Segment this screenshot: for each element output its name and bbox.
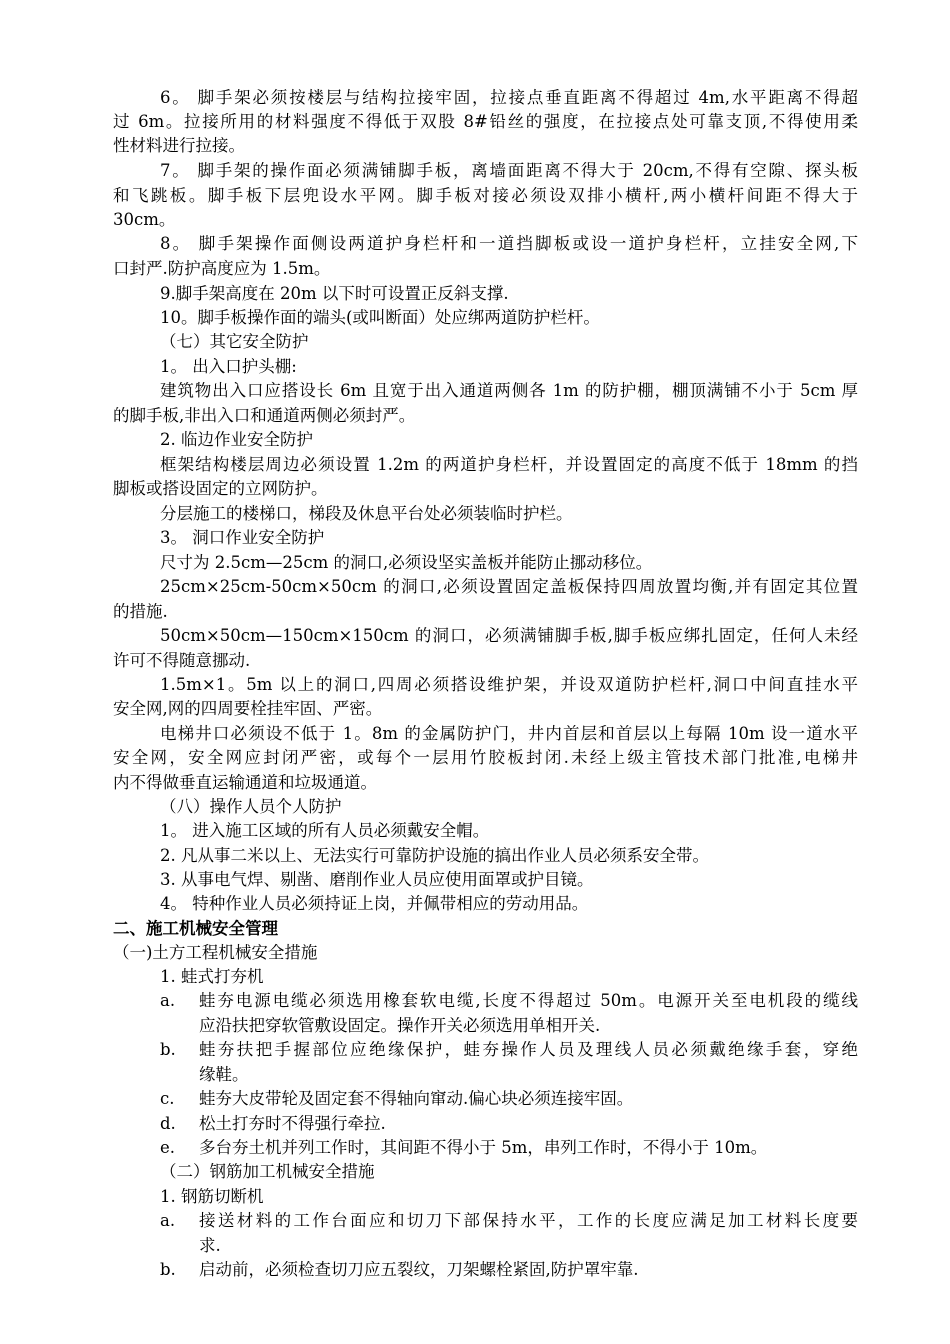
text-line: 分层施工的楼梯口，梯段及休息平台处必须装临时护栏。: [160, 504, 573, 523]
text-line: 1。 进入施工区域的所有人员必须戴安全帽。: [160, 821, 490, 840]
text-line: 内不得做垂直运输通道和垃圾通道。: [113, 773, 377, 792]
text-line: 6。 脚手架必须按楼层与结构拉接牢固，拉接点垂直距离不得超过 4m,水平距离不得超: [160, 88, 858, 107]
text-line: 的措施.: [113, 602, 168, 621]
text-line: 建筑物出入口应搭设长 6m 且宽于出入通道两侧各 1m 的防护棚，棚顶满铺不小于 5cm 厚: [160, 381, 858, 400]
text-line: 尺寸为 2.5cm—25cm 的洞口,必须设坚实盖板并能防止挪动移位。: [160, 553, 653, 572]
list-item-label: d.: [160, 1114, 176, 1133]
text-line: 和飞跳板。脚手板下层兜设水平网。脚手板对接必须设双排小横杆,两小横杆间距不得大于: [113, 186, 858, 205]
text-line: 1.5m×1。5m 以上的洞口,四周必须搭设维护架，并设双道防护栏杆,洞口中间直挂水平: [160, 675, 858, 694]
text-line: 的脚手板,非出入口和通道两侧必须封严。: [113, 406, 416, 425]
text-line: 脚板或搭设固定的立网防护。: [113, 479, 328, 498]
text-line: 多台夯土机并列工作时，其间距不得小于 5m，串列工作时，不得小于 10m。: [199, 1138, 768, 1157]
list-item-label: a.: [160, 1211, 176, 1230]
text-line: （一)土方工程机械安全措施: [113, 943, 318, 962]
text-line: 求.: [199, 1236, 221, 1255]
text-line: 接送材料的工作台面应和切刀下部保持水平，工作的长度应满足加工材料长度要: [199, 1211, 858, 1230]
text-line: （二）钢筋加工机械安全措施: [160, 1162, 375, 1181]
text-line: （七）其它安全防护: [160, 332, 309, 351]
text-line: 25cm×25cm-50cm×50cm 的洞口,必须设置固定盖板保持四周放置均衡,并有固定其位置: [160, 577, 858, 596]
text-line: 50cm×50cm—150cm×150cm 的洞口，必须满铺脚手板,脚手板应绑扎固定，任何人未经: [160, 626, 858, 645]
list-item-label: c.: [160, 1089, 175, 1108]
list-item-label: b.: [160, 1040, 176, 1059]
text-line: 4。 特种作业人员必须持证上岗，并佩带相应的劳动用品。: [160, 894, 589, 913]
list-item-label: b.: [160, 1260, 176, 1279]
text-line: 缘鞋。: [199, 1065, 249, 1084]
text-line: 2. 临边作业安全防护: [160, 430, 313, 449]
text-line: 3。 洞口作业安全防护: [160, 528, 325, 547]
text-line: 松土打夯时不得强行牵拉.: [199, 1114, 386, 1133]
text-line: 安全网,网的四周要栓挂牢固、严密。: [113, 699, 383, 718]
text-line: 3. 从事电气焊、剔凿、磨削作业人员应使用面罩或护目镜。: [160, 870, 594, 889]
text-line: 口封严.防护高度应为 1.5m。: [113, 259, 331, 278]
text-line: 8。 脚手架操作面侧设两道护身栏杆和一道挡脚板或设一道护身栏杆，立挂安全网,下: [160, 234, 858, 253]
text-line: 蛙夯大皮带轮及固定套不得轴向窜动.偏心块必须连接牢固。: [199, 1089, 634, 1108]
text-line: 30cm。: [113, 210, 176, 229]
text-line: 安全网，安全网应封闭严密，或每个一层用竹胶板封闭.未经上级主管技术部门批准,电梯井: [113, 748, 858, 767]
text-line: 性材料进行拉接。: [113, 136, 245, 155]
text-line: （八）操作人员个人防护: [160, 797, 342, 816]
text-line: 过 6m。拉接所用的材料强度不得低于双股 8#铅丝的强度，在拉接点处可靠支顶,不得使用柔: [113, 112, 858, 131]
text-line: 框架结构楼层周边必须设置 1.2m 的两道护身栏杆，并设置固定的高度不低于 18mm 的挡: [160, 455, 858, 474]
text-line: 7。 脚手架的操作面必须满铺脚手板，离墙面距离不得大于 20cm,不得有空隙、探头板: [160, 161, 858, 180]
text-line: 1. 蛙式打夯机: [160, 967, 264, 986]
text-line: 蛙夯扶把手握部位应绝缘保护，蛙夯操作人员及理线人员必须戴绝缘手套，穿绝: [199, 1040, 858, 1059]
text-line: 9.脚手架高度在 20m 以下时可设置正反斜支撑.: [160, 284, 509, 303]
list-item-label: e.: [160, 1138, 176, 1157]
text-line: 蛙夯电源电缆必须选用橡套软电缆,长度不得超过 50m。电源开关至电机段的缆线: [199, 991, 858, 1010]
text-line: 2. 凡从事二米以上、无法实行可靠防护设施的搞出作业人员必须系安全带。: [160, 846, 709, 865]
text-line: 1。 出入口护头棚:: [160, 357, 297, 376]
text-line: 电梯井口必须设不低于 1。8m 的金属防护门，井内首层和首层以上每隔 10m 设一道水平: [160, 724, 858, 743]
text-line: 许可不得随意挪动.: [113, 651, 251, 670]
text-line: 启动前，必须检查切刀应五裂纹，刀架螺栓紧固,防护罩牢靠.: [199, 1260, 639, 1279]
text-line: 10。脚手板操作面的端头(或叫断面）处应绑两道防护栏杆。: [160, 308, 600, 327]
list-item-label: a.: [160, 991, 176, 1010]
text-line: 1. 钢筋切断机: [160, 1187, 264, 1206]
section-heading: 二、施工机械安全管理: [113, 919, 278, 938]
text-line: 应沿扶把穿软管敷设固定。操作开关必须选用单相开关.: [199, 1016, 601, 1035]
